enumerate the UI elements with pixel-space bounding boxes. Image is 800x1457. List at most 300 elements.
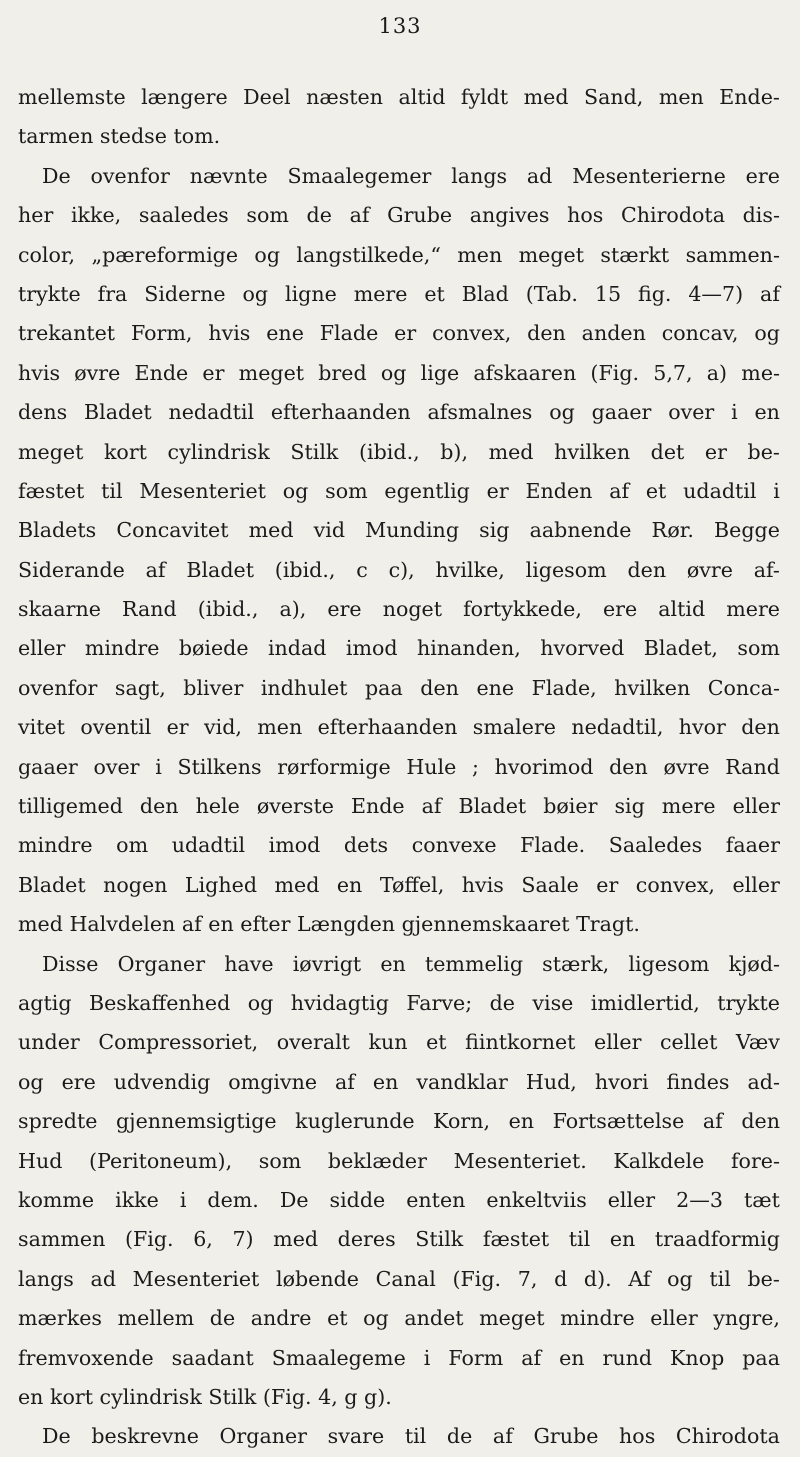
word: indad (267, 636, 327, 661)
word: Knop (670, 1345, 725, 1370)
word: „pæreformige (91, 242, 239, 267)
word: paa (364, 675, 403, 700)
word: smalere (472, 715, 556, 740)
word: Mesenterierne (572, 163, 726, 188)
word: udvendig (113, 1069, 211, 1094)
word: Blad (461, 281, 509, 306)
text-line (18, 314, 780, 353)
word: sig (614, 794, 645, 819)
word: Bladet (458, 794, 527, 819)
word: altid (658, 597, 706, 622)
text-line (18, 236, 780, 275)
word: cellet (659, 1030, 718, 1055)
word: en (609, 1227, 636, 1252)
word: nogen (103, 872, 168, 897)
word: med (488, 439, 534, 464)
word: aabnende (529, 518, 632, 543)
word: mindre (560, 1306, 635, 1331)
word: i (423, 1345, 431, 1370)
word: Bladet, (643, 636, 718, 661)
word: Lighed (184, 872, 257, 897)
word: af (492, 1424, 513, 1449)
word: omgivne (228, 1069, 318, 1094)
word: 7, (517, 1266, 538, 1291)
word: sidde (329, 1187, 386, 1212)
word: og (380, 360, 407, 385)
word: en (336, 872, 363, 897)
word: af (609, 478, 630, 503)
word: næsten (306, 85, 384, 109)
word: sagt, (114, 675, 166, 700)
text-line (18, 551, 780, 590)
word: Saaledes (608, 833, 703, 858)
word: til (568, 1227, 591, 1252)
word: ene (266, 321, 304, 346)
word: 6, (193, 1227, 213, 1252)
word: hvis (461, 872, 504, 897)
word: Flade. (520, 833, 586, 858)
word: Hud (18, 1148, 63, 1173)
word: Flade (319, 321, 379, 346)
word: De (42, 1424, 71, 1449)
word: Sand, (583, 85, 644, 109)
word: De (42, 163, 71, 188)
word: den (741, 1109, 780, 1134)
word: Rand (121, 597, 177, 622)
word: fra (97, 281, 128, 306)
word: Canal (375, 1266, 436, 1291)
word: Deel (243, 85, 291, 109)
word: hos (567, 203, 604, 228)
word: saaledes (138, 203, 229, 228)
word: meget (518, 242, 584, 267)
word: angives (469, 203, 550, 228)
word: iøvrigt (292, 951, 362, 976)
word: (ibid., (197, 597, 259, 622)
word: hos (619, 1424, 656, 1449)
text-line (18, 472, 780, 511)
word: Rand (725, 754, 780, 779)
word: Chirodota (620, 203, 725, 228)
text-line (18, 1260, 780, 1299)
word: vid (313, 518, 346, 543)
word: me- (741, 360, 780, 385)
word: over (668, 400, 715, 425)
word: er (202, 360, 225, 385)
word: som (325, 478, 368, 503)
word: vitet (18, 715, 65, 740)
word: langs (18, 1266, 74, 1291)
word: agtig (18, 990, 72, 1015)
word: afsmalnes (427, 400, 533, 425)
word: 7) (232, 1227, 254, 1252)
word: Mesenteriet (132, 1266, 260, 1291)
word: Beskaffenhed (88, 990, 231, 1015)
word: Grube (387, 203, 453, 228)
word: 15 (594, 281, 622, 306)
word: eller (607, 1187, 656, 1212)
word: øverste (256, 794, 334, 819)
word: meget (238, 360, 305, 385)
word: bred (318, 360, 367, 385)
word: som (246, 203, 289, 228)
word: eller (732, 872, 780, 897)
word: Form (448, 1345, 504, 1370)
word: bøiede (178, 636, 249, 661)
text-line (18, 1102, 780, 1141)
text-line (18, 393, 780, 432)
word: stærkt (600, 242, 670, 267)
word: den (741, 715, 780, 740)
word: Korn, (433, 1109, 491, 1134)
word: hvor (678, 715, 726, 740)
word: mellemste (18, 85, 126, 109)
word: Enden (525, 478, 593, 503)
word: beklæder (327, 1148, 427, 1173)
word: be- (747, 1266, 780, 1291)
word: den (139, 794, 179, 819)
word: af (421, 794, 442, 819)
word: ikke (115, 1187, 159, 1212)
word: fæstet (482, 1227, 550, 1252)
word: men (457, 242, 503, 267)
page-number: 133 (378, 14, 422, 38)
word: spredte (18, 1109, 98, 1134)
word: mindre (18, 833, 93, 858)
word: Væv (735, 1030, 780, 1055)
word: i (731, 400, 738, 425)
word: hinanden, (416, 636, 521, 661)
word: temmelig (424, 951, 524, 976)
word: de (489, 990, 515, 1015)
text-line (18, 78, 780, 117)
word: et (424, 281, 445, 306)
word: andre (250, 1306, 312, 1331)
word: ene (476, 675, 515, 700)
word: svare (327, 1424, 385, 1449)
word: med (248, 518, 294, 543)
word: med (273, 1227, 319, 1252)
text-line (18, 433, 780, 472)
text-line (18, 1220, 780, 1259)
word: Grube (533, 1424, 599, 1449)
word: en (372, 1069, 399, 1094)
word: trykte (717, 990, 780, 1015)
word: hvorimod (494, 754, 594, 779)
word: hvorved (540, 636, 625, 661)
word: en (754, 400, 780, 425)
body-text (18, 78, 780, 1457)
word: den (420, 675, 459, 700)
word: og (242, 281, 269, 306)
word: ligesom (628, 951, 710, 976)
text-line (18, 708, 780, 747)
word: er (394, 321, 417, 346)
word: langstilkede,“ (296, 242, 441, 267)
word: er (704, 439, 727, 464)
word: Ende (350, 794, 405, 819)
word: Saale (521, 872, 579, 897)
word: findes (666, 1069, 730, 1094)
word: ligesom (525, 557, 607, 582)
word: kjød- (728, 951, 780, 976)
word: af (349, 203, 370, 228)
word: Fortsættelse (552, 1109, 685, 1134)
word: (Fig. (124, 1227, 174, 1252)
word: de (306, 203, 332, 228)
word: b), (440, 439, 469, 464)
word: den (627, 557, 667, 582)
word: ere (745, 163, 780, 188)
word: d). (583, 1266, 612, 1291)
word: altid (398, 85, 446, 109)
text-line: tarmen stedse tom. (18, 124, 221, 149)
word: Ende (134, 360, 189, 385)
word: eller (594, 1030, 642, 1055)
word: hvilken (614, 675, 691, 700)
word: afskaaren (473, 360, 577, 385)
word: ligne (284, 281, 337, 306)
word: af (702, 1109, 723, 1134)
word: vid, (203, 715, 242, 740)
word: Bladet (186, 557, 254, 582)
word: Munding (365, 518, 460, 543)
word: mere (661, 794, 716, 819)
word: be- (747, 439, 780, 464)
text-line (18, 196, 780, 235)
word: 4—7) (688, 281, 744, 306)
word: ere (61, 1069, 96, 1094)
word: faaer (725, 833, 780, 858)
word: dens (18, 400, 68, 425)
word: ad (90, 1266, 117, 1291)
word: af (521, 1345, 542, 1370)
word: mindre (84, 636, 160, 661)
word: imod (345, 636, 398, 661)
word: Af (628, 1266, 651, 1291)
word: concav, (661, 321, 739, 346)
word: udadtil (171, 833, 246, 858)
word: sig (479, 518, 510, 543)
text-line (18, 669, 780, 708)
word: her (18, 203, 54, 228)
word: under (18, 1030, 80, 1055)
word: i (179, 1187, 187, 1212)
word: stærk, (542, 951, 610, 976)
word: er (166, 715, 189, 740)
text-line (18, 1142, 780, 1181)
word: af (335, 1069, 355, 1094)
word: eller (18, 636, 66, 661)
word: d (554, 1266, 568, 1291)
word: Mesenteriet. (453, 1148, 587, 1173)
word: om (116, 833, 149, 858)
word: med (274, 872, 320, 897)
word: er (486, 478, 509, 503)
word: men (257, 715, 303, 740)
word: og (549, 400, 575, 425)
word: deres (337, 1227, 396, 1252)
word: meget (18, 439, 84, 464)
word: og (18, 1069, 44, 1094)
word: rørformige (277, 754, 391, 779)
word: bøier (543, 794, 598, 819)
word: langs (451, 163, 508, 188)
word: dem. (207, 1187, 259, 1212)
word: længere (141, 85, 228, 109)
word: ere (602, 597, 638, 622)
text-line (18, 590, 780, 629)
word: vise (532, 990, 574, 1015)
word: et (645, 478, 667, 503)
word: Conca- (707, 675, 780, 700)
word: vandklar (416, 1069, 508, 1094)
text-line (18, 866, 780, 905)
word: Bladet (84, 400, 152, 425)
word: hvilken (554, 439, 631, 464)
word: tilligemed (18, 794, 123, 819)
word: fyldt (460, 85, 509, 109)
word: gjennemsigtige (116, 1109, 277, 1134)
word: gaaer (18, 754, 78, 779)
word: Form, (130, 321, 193, 346)
word: sammen (18, 1227, 106, 1252)
text-line (18, 354, 780, 393)
word: i (155, 754, 162, 779)
word: imod (268, 833, 321, 858)
word: (Tab. (525, 281, 578, 306)
word: med (523, 85, 569, 109)
word: efterhaanden (317, 715, 458, 740)
word: hele (195, 794, 240, 819)
word: kun (368, 1030, 408, 1055)
word: nævnte (189, 163, 268, 188)
word: af (760, 281, 780, 306)
word: et (327, 1306, 348, 1331)
word: (Fig. (452, 1266, 502, 1291)
word: hvidagtig (290, 990, 389, 1015)
word: convexe (411, 833, 497, 858)
word: bliver (183, 675, 244, 700)
word: af (145, 557, 166, 582)
word: udadtil (683, 478, 757, 503)
word: et (426, 1030, 447, 1055)
word: gaaer (591, 400, 652, 425)
word: Disse (42, 951, 99, 976)
text-line (18, 1299, 780, 1338)
text-line (18, 157, 780, 196)
word: (Peritoneum), (89, 1148, 233, 1173)
word: til (101, 478, 123, 503)
word: hvis (18, 360, 61, 385)
word: komme (18, 1187, 95, 1212)
word: saadant (171, 1345, 254, 1370)
word: efterhaanden (270, 400, 411, 425)
word: fore- (730, 1148, 780, 1173)
word: mærkes (18, 1306, 102, 1331)
text-line (18, 826, 780, 865)
word: den (609, 754, 648, 779)
word: hvori (594, 1069, 649, 1094)
word: color, (18, 242, 76, 267)
word: Compressoriet, (98, 1030, 259, 1055)
word: Organer (219, 1424, 308, 1449)
word: i (773, 478, 780, 503)
word: eller (650, 1306, 698, 1331)
text-line: en kort cylindrisk Stilk (Fig. 4, g g). (18, 1384, 392, 1409)
word: fortykkede, (463, 597, 582, 622)
word: fig. (637, 281, 672, 306)
word: tæt (743, 1187, 780, 1212)
word: meget (479, 1306, 545, 1331)
text-line (18, 629, 780, 668)
word: anden (581, 321, 646, 346)
word: sammen- (685, 242, 780, 267)
word: Rør. (651, 518, 694, 543)
word: fæstet (18, 478, 85, 503)
word: De (279, 1187, 309, 1212)
word: noget (382, 597, 442, 622)
word: fiintkornet (465, 1030, 576, 1055)
word: enkeltviis (486, 1187, 587, 1212)
word: Siderande (18, 557, 125, 582)
word: Smaalegeme (271, 1345, 406, 1370)
word: af- (753, 557, 780, 582)
text-line (18, 945, 780, 984)
word: indhulet (260, 675, 348, 700)
word: ikke, (70, 203, 122, 228)
word: 5,7, (653, 360, 693, 385)
word: dis- (742, 203, 780, 228)
word: de (446, 1424, 473, 1449)
word: Chirodota (675, 1424, 780, 1449)
word: øvre (686, 557, 733, 582)
word: 2—3 (676, 1187, 723, 1212)
word: Mesenteriet (139, 478, 266, 503)
word: over (93, 754, 140, 779)
word: yngre, (713, 1306, 780, 1331)
word: Hule (406, 754, 457, 779)
word: Concavitet (116, 518, 229, 543)
word: nedadtil, (571, 715, 664, 740)
word: til (404, 1424, 427, 1449)
text-line (18, 984, 780, 1023)
word: en (380, 951, 406, 976)
word: en (559, 1345, 585, 1370)
word: fremvoxende (18, 1345, 154, 1370)
word: mellem (117, 1306, 195, 1331)
word: beskrevne (91, 1424, 199, 1449)
word: (ibid., (274, 557, 336, 582)
text-line (18, 1023, 780, 1062)
word: det (650, 439, 685, 464)
word: a), (279, 597, 307, 622)
word: til (709, 1266, 731, 1291)
word: og (247, 990, 274, 1015)
word: Bladets (18, 518, 97, 543)
word: mere (726, 597, 780, 622)
word: cylindrisk (167, 439, 270, 464)
word: og (254, 242, 281, 267)
text-line: med Halvdelen af en efter Længden gjennemskaaret Tragt. (18, 912, 640, 937)
word: have (224, 951, 274, 976)
word: rund (602, 1345, 653, 1370)
word: og (667, 1266, 693, 1291)
word: Ende- (719, 85, 780, 109)
word: Begge (714, 518, 780, 543)
word: ere (327, 597, 362, 622)
word: som (737, 636, 780, 661)
